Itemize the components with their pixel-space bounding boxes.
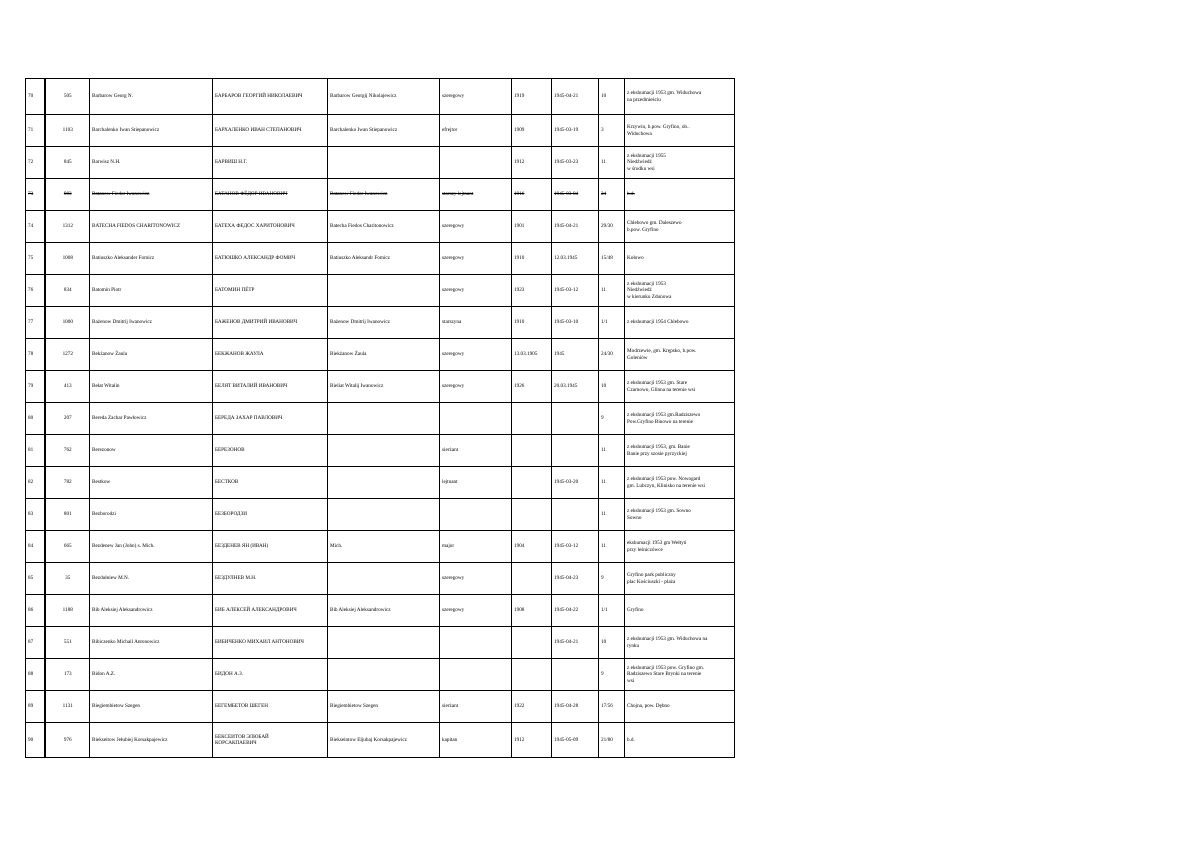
row-number-cell: 86 [26, 595, 45, 627]
name-cyrillic-cell: БАРВИШ Н.Г. [213, 147, 328, 179]
death-date-cell [552, 403, 599, 435]
record-id-cell: 1188 [45, 595, 90, 627]
death-date-cell: 1945-04-21 [552, 627, 599, 659]
table-row [26, 499, 735, 531]
grave-number-cell: 11 [599, 275, 625, 307]
grave-number-cell: 10 [599, 371, 625, 403]
row-number-cell: 70 [26, 79, 45, 115]
name-polish-cell: BATECHA FIEDOS CHARITONOWICZ [90, 211, 213, 243]
row-number-cell: 82 [26, 467, 45, 499]
death-date-cell: 1945-03-20 [552, 467, 599, 499]
record-id-cell: 665 [45, 531, 90, 563]
grave-number-cell: 10 [599, 79, 625, 115]
name-transliteration-cell [328, 275, 440, 307]
grave-number-cell: 11 [599, 531, 625, 563]
name-transliteration-cell: Biekseintow Eljubaj Korsakpajewicz [328, 723, 440, 758]
burial-location-cell: Krzywin, b.pow. Gryfino, ob.. Widuchowa [625, 115, 735, 147]
record-id-cell: 1131 [45, 691, 90, 723]
birth-date-cell [512, 563, 552, 595]
burial-location-cell: z ekshumacji 1953, gm. Banie Banie przy szosie pyrzyckiej [625, 435, 735, 467]
record-id-cell: 1272 [45, 339, 90, 371]
death-date-cell: 20.03.1945 [552, 371, 599, 403]
burial-location-cell: z ekshumacji 1953 gm. Sowno Sowno [625, 499, 735, 531]
name-cyrillic-cell: БЕЗДУЛНЕВ М.Н. [213, 563, 328, 595]
birth-date-cell: 1910 [512, 243, 552, 275]
death-date-cell: 1945-03-10 [552, 307, 599, 339]
table-row [26, 307, 735, 339]
name-transliteration-cell [328, 627, 440, 659]
death-date-cell: 12.03.1945 [552, 243, 599, 275]
birth-date-cell [512, 435, 552, 467]
name-transliteration-cell [328, 147, 440, 179]
grave-number-cell: 21/80 [599, 723, 625, 758]
name-polish-cell: Bezdenew Jan (John) s. Mich. [90, 531, 213, 563]
record-id-cell: 1103 [45, 115, 90, 147]
grave-number-cell: 17/56 [599, 691, 625, 723]
burial-location-cell: Modrzewie, gm. Krępsko, b.pow. Goleniów [625, 339, 735, 371]
military-rank-cell: lejtnant [440, 467, 512, 499]
death-date-cell: 1945-04-28 [552, 691, 599, 723]
name-transliteration-cell: Barbarow Georgij Nikolajewicz [328, 79, 440, 115]
burial-location-cell: z ekshumacji 1955 Niedźwiedź w środku wsi [625, 147, 735, 179]
name-cyrillic-cell: БАЖЕНОВ ДМИТРИЙ ИВАНОВИЧ [213, 307, 328, 339]
name-cyrillic-cell: БАРБАРОВ ГЕОРГИЙ НИКОЛАЕВИЧ [213, 79, 328, 115]
name-transliteration-cell: Batecha Fiedos Charitonowicz [328, 211, 440, 243]
name-cyrillic-cell: БЕЗДЕНЕВ ЯН (ИВАН) [213, 531, 328, 563]
table-row [26, 467, 735, 499]
name-polish-cell: Bereda Zachar Pawłowicz [90, 403, 213, 435]
death-date-cell: 1945-03-23 [552, 147, 599, 179]
military-rank-cell: szeregowy [440, 371, 512, 403]
name-polish-cell: Bezborodzi [90, 499, 213, 531]
death-date-cell: 1945 [552, 339, 599, 371]
record-id-cell: 173 [45, 659, 90, 691]
birth-date-cell [512, 659, 552, 691]
name-cyrillic-cell: БАТОМИН ПЁТР [213, 275, 328, 307]
burial-location-cell: Gryfino park publiczny plac Kościuszki - plaża [625, 563, 735, 595]
name-polish-cell: Batomin Piotr [90, 275, 213, 307]
table-row [26, 435, 735, 467]
name-polish-cell: Bibiczenko Michail Antonowicz [90, 627, 213, 659]
military-rank-cell: szeregowy [440, 243, 512, 275]
birth-date-cell: 1926 [512, 371, 552, 403]
burial-location-cell: z ekshumacji 1953 gm. Stare Czarnowo, Glinna na terenie wsi [625, 371, 735, 403]
death-date-cell: 1945-04-22 [552, 595, 599, 627]
row-number-cell: 71 [26, 115, 45, 147]
register-rows [26, 79, 735, 758]
burial-location-cell: z ekshumacji 1953 pow. Nowogard gm. Lubczyn, Klinisko na terenie wsi [625, 467, 735, 499]
record-id-cell: 505 [45, 79, 90, 115]
burial-location-cell: Chojna, pow. Dębno [625, 691, 735, 723]
record-id-cell: 551 [45, 627, 90, 659]
name-transliteration-cell [328, 659, 440, 691]
grave-number-cell: 11 [599, 147, 625, 179]
name-transliteration-cell [328, 563, 440, 595]
row-number-cell: 88 [26, 659, 45, 691]
birth-date-cell: 1910 [512, 307, 552, 339]
name-cyrillic-cell: БЕКЖАНОВ ЖАУЛА [213, 339, 328, 371]
burial-location-cell: ekshumacji 1953 gm Wełtyń przy leśniczówce [625, 531, 735, 563]
table-row [26, 563, 735, 595]
row-number-cell: 78 [26, 339, 45, 371]
row-number-cell: 76 [26, 275, 45, 307]
record-id-cell: 782 [45, 467, 90, 499]
grave-number-cell: 1/1 [599, 307, 625, 339]
name-cyrillic-cell: БАТЕХА ФЕДОС ХАРИТОНОВИЧ [213, 211, 328, 243]
burial-location-cell: b.d. [625, 179, 735, 211]
row-number-cell: 79 [26, 371, 45, 403]
grave-number-cell: 24 [599, 179, 625, 211]
death-date-cell: 1945-04-21 [552, 79, 599, 115]
death-date-cell: 1945-03-12 [552, 275, 599, 307]
row-number-cell: 75 [26, 243, 45, 275]
table-row [26, 339, 735, 371]
burial-location-cell: z ekshumacji 1954 Chlebowo [625, 307, 735, 339]
military-rank-cell: starszyna [440, 307, 512, 339]
row-number-cell: 80 [26, 403, 45, 435]
birth-date-cell: 1919 [512, 79, 552, 115]
military-rank-cell [440, 147, 512, 179]
birth-date-cell: 1909 [512, 115, 552, 147]
record-id-cell: 413 [45, 371, 90, 403]
birth-date-cell: 1908 [512, 595, 552, 627]
name-polish-cell: Batiuszko Aleksander Fomicz [90, 243, 213, 275]
burial-location-cell: z ekshumacji 1953 pow. Gryfino gm. Radziszewo Stare Brynki na terenie wsi [625, 659, 735, 691]
table-row [26, 723, 735, 758]
burial-location-cell: z ekshumacji 1953 gm. Widuchowa na rynku [625, 627, 735, 659]
table-row [26, 179, 735, 211]
name-transliteration-cell: Biegiembietow Szegen [328, 691, 440, 723]
military-rank-cell [440, 627, 512, 659]
grave-number-cell: 3 [599, 115, 625, 147]
table-row [26, 691, 735, 723]
death-date-cell: 1945-04-23 [552, 563, 599, 595]
name-polish-cell: Batanow Fiedor Iwanowicz [90, 179, 213, 211]
name-transliteration-cell: Biekżanow Żaula [328, 339, 440, 371]
military-rank-cell: starszy lejtnant [440, 179, 512, 211]
table-row [26, 595, 735, 627]
birth-date-cell: 1922 [512, 691, 552, 723]
record-id-cell: 1000 [45, 307, 90, 339]
military-rank-cell: szeregowy [440, 79, 512, 115]
name-cyrillic-cell: БАРХАЛЕНКО ИВАН СТЕПАНОВИЧ [213, 115, 328, 147]
name-cyrillic-cell: БАТАНОВ ФЁДОР ИВАНОВИЧ [213, 179, 328, 211]
record-id-cell: 801 [45, 499, 90, 531]
birth-date-cell: 1923 [512, 275, 552, 307]
table-row [26, 627, 735, 659]
name-transliteration-cell [328, 467, 440, 499]
death-date-cell [552, 659, 599, 691]
name-polish-cell: Bełat Witalin [90, 371, 213, 403]
name-polish-cell: Berezonow [90, 435, 213, 467]
name-polish-cell: Barchalenko Iwan Stiepanowicz [90, 115, 213, 147]
name-polish-cell: Biekseitow Jełubiej Korsakpajewicz [90, 723, 213, 758]
row-number-cell: 87 [26, 627, 45, 659]
death-date-cell [552, 499, 599, 531]
military-rank-cell: sierżant [440, 435, 512, 467]
row-number-cell: 77 [26, 307, 45, 339]
row-number-cell: 90 [26, 723, 45, 758]
row-number-cell: 73 [26, 179, 45, 211]
name-polish-cell: Bażenow Dmitrij Iwanowicz [90, 307, 213, 339]
name-transliteration-cell: Bieliat Witalij Iwanowicz [328, 371, 440, 403]
burial-location-cell: Gryfino [625, 595, 735, 627]
birth-date-cell: 1901 [512, 211, 552, 243]
military-rank-cell: sierżant [440, 691, 512, 723]
record-id-cell: 35 [45, 563, 90, 595]
name-polish-cell: Bekżanow Żaula [90, 339, 213, 371]
burial-location-cell: b.d. [625, 723, 735, 758]
table-row [26, 147, 735, 179]
name-polish-cell: Bestkow [90, 467, 213, 499]
name-transliteration-cell: Mich. [328, 531, 440, 563]
name-cyrillic-cell: БЕЗБОРОДЗИ [213, 499, 328, 531]
grave-number-cell: 10 [599, 627, 625, 659]
military-rank-cell: szeregowy [440, 211, 512, 243]
grave-number-cell: 15/48 [599, 243, 625, 275]
burial-location-cell: Kołowo [625, 243, 735, 275]
name-cyrillic-cell: БЕСТКОВ [213, 467, 328, 499]
birth-date-cell [512, 467, 552, 499]
military-rank-cell [440, 499, 512, 531]
grave-number-cell: 9 [599, 659, 625, 691]
table-row [26, 79, 735, 115]
name-cyrillic-cell: БИДОН А.З. [213, 659, 328, 691]
name-transliteration-cell: Batiuszko Aleksandr Fomicz [328, 243, 440, 275]
death-date-cell: 1945-05-09 [552, 723, 599, 758]
row-number-cell: 74 [26, 211, 45, 243]
birth-date-cell [512, 627, 552, 659]
table-row [26, 211, 735, 243]
grave-number-cell: 29/30 [599, 211, 625, 243]
military-rank-cell [440, 403, 512, 435]
table-row [26, 243, 735, 275]
name-cyrillic-cell: БАТЮШКО АЛЕКСАНДР ФОМИЧ [213, 243, 328, 275]
record-id-cell: 976 [45, 723, 90, 758]
grave-number-cell: 11 [599, 435, 625, 467]
death-date-cell [552, 435, 599, 467]
death-date-cell: 1945-04-21 [552, 211, 599, 243]
military-rank-cell: szeregowy [440, 595, 512, 627]
name-cyrillic-cell: БЕКСЕИТОВ ЭЛЮБАЙ КОРСАКПАЕВИЧ [213, 723, 328, 758]
row-number-cell: 85 [26, 563, 45, 595]
row-number-cell: 84 [26, 531, 45, 563]
grave-number-cell: 24/30 [599, 339, 625, 371]
name-transliteration-cell: Bażenow Dmitrij Iwanowicz [328, 307, 440, 339]
record-id-cell: 207 [45, 403, 90, 435]
burial-location-cell: z ekshumacji 1953 gm.Radziszewo Pow.Gryfino Binowo na terenie [625, 403, 735, 435]
name-cyrillic-cell: БЕРЕЗОНОВ [213, 435, 328, 467]
name-cyrillic-cell: БЕРЕДА ЗАХАР ПАВЛОВИЧ [213, 403, 328, 435]
birth-date-cell: 1912 [512, 723, 552, 758]
grave-number-cell: 11 [599, 499, 625, 531]
grave-number-cell: 9 [599, 403, 625, 435]
name-transliteration-cell: Bib Aleksiej Aleksandrowicz [328, 595, 440, 627]
record-id-cell: 845 [45, 147, 90, 179]
birth-date-cell: 13.03.1905 [512, 339, 552, 371]
name-transliteration-cell [328, 403, 440, 435]
record-id-cell: 983 [45, 179, 90, 211]
birth-date-cell [512, 499, 552, 531]
birth-date-cell: 1904 [512, 531, 552, 563]
grave-number-cell: 1/1 [599, 595, 625, 627]
name-cyrillic-cell: БИБИЧЕНКО МИХАИЛ АНТОНОВИЧ [213, 627, 328, 659]
military-rank-cell [440, 659, 512, 691]
death-date-cell: 1945-03-12 [552, 531, 599, 563]
row-number-cell: 81 [26, 435, 45, 467]
death-date-cell: 1945-03-04 [552, 179, 599, 211]
table-row [26, 275, 735, 307]
name-polish-cell: Bidon A.Z. [90, 659, 213, 691]
military-rank-cell: szeregowy [440, 275, 512, 307]
record-id-cell: 1008 [45, 243, 90, 275]
name-cyrillic-cell: БЕЛЯТ ВИТАЛИЙ ИВАНОВИЧ [213, 371, 328, 403]
row-number-cell: 72 [26, 147, 45, 179]
grave-number-cell: 9 [599, 563, 625, 595]
table-row [26, 531, 735, 563]
name-polish-cell: Barwisz N.H. [90, 147, 213, 179]
death-date-cell: 1945-03-19 [552, 115, 599, 147]
military-rank-cell: kapitan [440, 723, 512, 758]
burial-location-cell: Chlebowo gm. Daleszewo b.pow. Gryfino [625, 211, 735, 243]
name-transliteration-cell [328, 499, 440, 531]
table-row [26, 403, 735, 435]
name-transliteration-cell [328, 435, 440, 467]
record-id-cell: 834 [45, 275, 90, 307]
birth-date-cell: 1916 [512, 179, 552, 211]
table-row [26, 659, 735, 691]
record-id-cell: 1312 [45, 211, 90, 243]
birth-date-cell: 1912 [512, 147, 552, 179]
military-rank-cell: major [440, 531, 512, 563]
name-polish-cell: Bezdułniew M.N. [90, 563, 213, 595]
name-transliteration-cell: Barchalenko Iwan Stiepanowicz [328, 115, 440, 147]
row-number-cell: 89 [26, 691, 45, 723]
record-id-cell: 762 [45, 435, 90, 467]
name-polish-cell: Bib Aleksiej Aleksandrowicz [90, 595, 213, 627]
name-transliteration-cell: Batanow Fiedor Iwanowicz [328, 179, 440, 211]
row-number-cell: 83 [26, 499, 45, 531]
burial-register-table [25, 78, 735, 758]
military-rank-cell: szeregowy [440, 563, 512, 595]
burial-location-cell: z ekshumacji 1953 gm. Widuchowa na przedmieściu [625, 79, 735, 115]
table-row [26, 371, 735, 403]
military-rank-cell: efrejtor [440, 115, 512, 147]
military-rank-cell: szeregowy [440, 339, 512, 371]
name-cyrillic-cell: БЕГЕМБЕТОВ ШЕГЕН [213, 691, 328, 723]
table-row [26, 115, 735, 147]
grave-number-cell: 11 [599, 467, 625, 499]
name-polish-cell: Biegiembietow Szegen [90, 691, 213, 723]
name-cyrillic-cell: БИБ АЛЕКСЕЙ АЛЕКСАНДРОВИЧ [213, 595, 328, 627]
name-polish-cell: Barbarow Georg N. [90, 79, 213, 115]
burial-location-cell: z ekshumacji 1953 Niedźwiedź w kierunku Zdunowa [625, 275, 735, 307]
birth-date-cell [512, 403, 552, 435]
